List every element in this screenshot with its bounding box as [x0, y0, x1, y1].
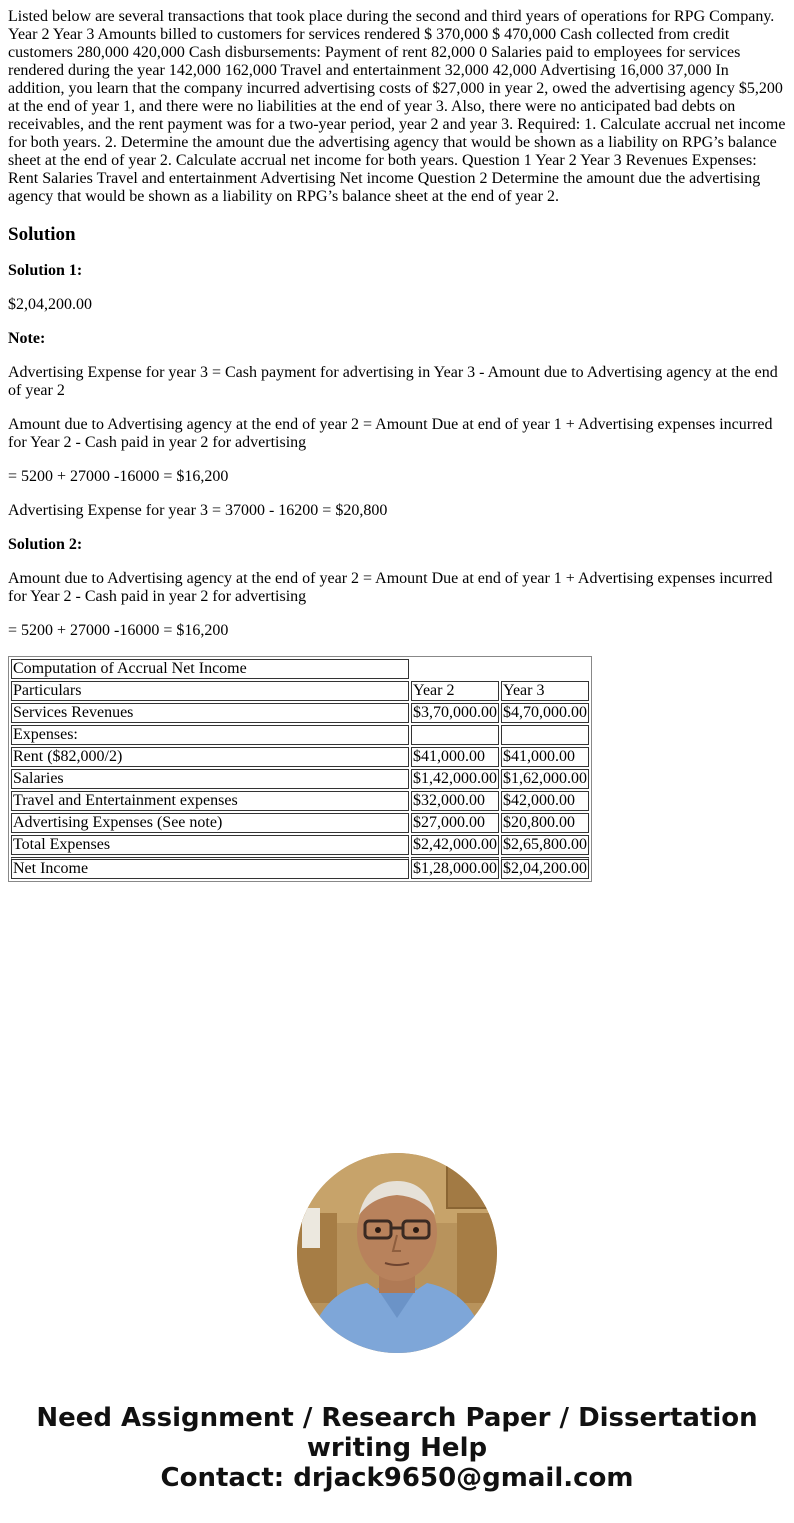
footer-line-2: writing Help: [306, 1433, 488, 1463]
row-label: Expenses:: [11, 725, 409, 745]
note-calc-2: Advertising Expense for year 3 = 37000 - 16200 = $20,800: [8, 502, 388, 519]
solution-2-calc: = 5200 + 27000 -16000 = $16,200: [8, 622, 229, 639]
avatar-portrait-icon: [297, 1153, 497, 1353]
table-row: [11, 747, 589, 767]
footer-contact-line: Contact: drjack9650@gmail.com: [160, 1463, 634, 1493]
row-year-2: $2,42,000.00: [413, 836, 497, 853]
accrual-income-table: [8, 656, 592, 882]
table-header-row: [11, 681, 589, 701]
avatar: [297, 1153, 497, 1353]
row-year-2: $1,28,000.00: [411, 857, 499, 879]
row-year-2: $27,000.00: [411, 813, 499, 833]
solution-heading: Solution: [8, 224, 76, 245]
row-label: Net Income: [11, 857, 409, 879]
table-title-row: [11, 659, 589, 679]
table-row: [11, 725, 589, 745]
footer-contact-banner: [0, 1403, 794, 1493]
row-year-2: [411, 725, 499, 745]
header-year-2: Year 2: [411, 681, 499, 701]
row-year-2: $1,42,000.00: [413, 770, 497, 787]
note-calc-1: = 5200 + 27000 -16000 = $16,200: [8, 468, 229, 485]
row-label: Travel and Entertainment expenses: [11, 791, 409, 811]
table-row: [11, 791, 589, 811]
row-year-2: $3,70,000.00: [413, 704, 497, 721]
row-year-3: $2,65,800.00: [503, 836, 587, 853]
row-label: Services Revenues: [11, 703, 409, 723]
note-line-2: Amount due to Advertising agency at the end of year 2 = Amount Due at end of year 1 + Advertising expenses incurred for Year 2 - Cash paid in year 2 for advertising: [8, 416, 773, 451]
footer-line-1: Need Assignment / Research Paper / Dissertation: [36, 1403, 758, 1433]
row-year-3: $1,62,000.00: [503, 770, 587, 787]
table-row-total: [11, 857, 589, 879]
solution-1-label: Solution 1:: [8, 262, 83, 279]
table-row: [11, 813, 589, 833]
row-label: Rent ($82,000/2): [11, 747, 409, 767]
row-label: Advertising Expenses (See note): [11, 813, 409, 833]
row-label: Salaries: [11, 769, 409, 789]
row-year-3: $20,800.00: [501, 813, 589, 833]
row-year-3: $2,04,200.00: [501, 857, 589, 879]
row-year-2: $41,000.00: [411, 747, 499, 767]
table-row: [11, 835, 589, 855]
note-line-1: Advertising Expense for year 3 = Cash payment for advertising in Year 3 - Amount due to Advertising agency at the end of year 2: [8, 364, 778, 399]
table-row: [11, 703, 589, 723]
table-row: [11, 769, 589, 789]
row-year-3: $41,000.00: [501, 747, 589, 767]
row-year-3: $42,000.00: [501, 791, 589, 811]
solution-2-line-1: Amount due to Advertising agency at the end of year 2 = Amount Due at end of year 1 + Advertising expenses incurred for Year 2 - Cash paid in year 2 for advertising: [8, 570, 773, 605]
row-year-3: [501, 725, 589, 745]
header-year-3: Year 3: [501, 681, 589, 701]
note-label: Note:: [8, 330, 46, 347]
header-particulars: Particulars: [11, 681, 409, 701]
question-text: Listed below are several transactions that took place during the second and third years of operations for RPG Company. Year 2 Year 3 Amounts billed to customers for services rendered $ 370,000 $ 470,000 Cash collected from credit customers 280,000 420,000 Cash disbursements: Payment of rent 82,000 0 Salaries paid to employees for services rendered during the year 142,000 162,000 Travel and entertainment 32,000 42,000 Advertising 16,000 37,000 In addition, you learn that the company incurred advertising costs of $27,000 in year 2, owed the advertising agency $5,200 at the end of year 1, and there were no liabilities at the end of year 3. Also, there were no anticipated bad debts on receivables, and the rent payment was for a two-year period, year 2 and year 3. Required: 1. Calculate accrual net income for both years. 2. Determine the amount due the advertising agency that would be shown as a liability on RPG’s balance sheet at the end of year 2. Calculate accrual net income for both years. Question 1 Year 2 Year 3 Revenues Expenses: Rent Salaries Travel and entertainment Advertising Net income Question 2 Determine the amount due the advertising agency that would be shown as a liability on RPG’s balance sheet at the end of year 2.: [8, 8, 786, 205]
solution-2-label: Solution 2:: [8, 536, 83, 553]
solution-1-answer: $2,04,200.00: [8, 296, 92, 313]
row-label: Total Expenses: [11, 835, 409, 855]
row-year-2: $32,000.00: [411, 791, 499, 811]
row-year-3: $4,70,000.00: [503, 704, 587, 721]
table-title: Computation of Accrual Net Income: [11, 659, 409, 679]
